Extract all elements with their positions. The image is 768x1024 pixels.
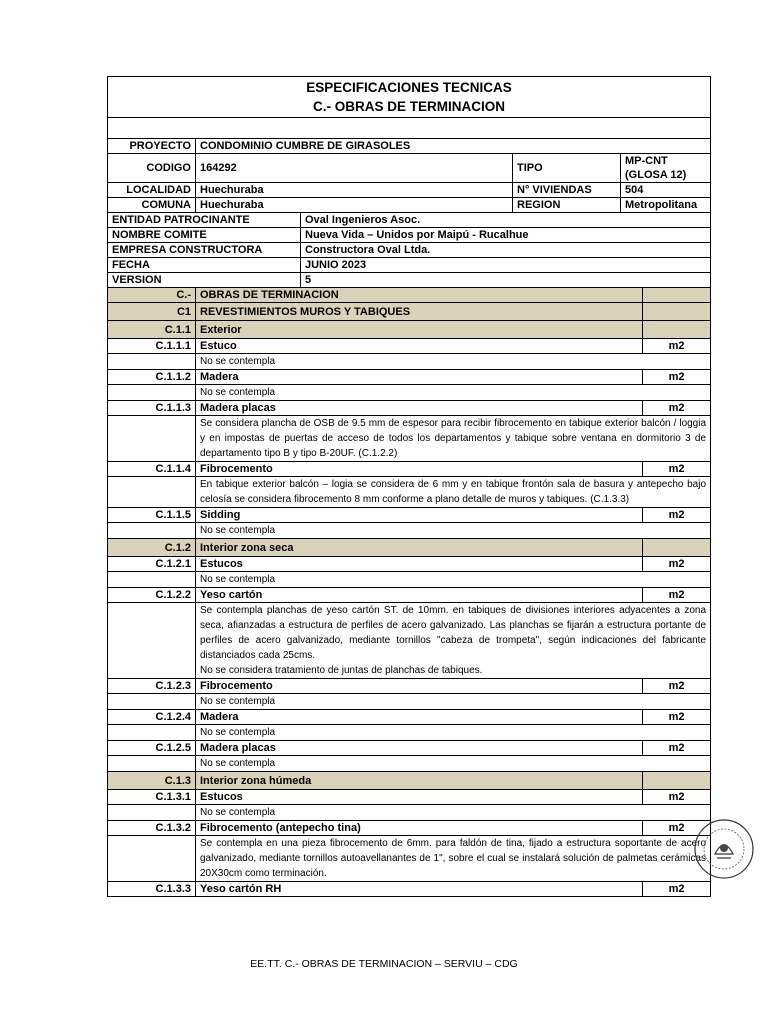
item-name: Madera placas: [196, 401, 643, 416]
unit-cell: [643, 772, 711, 790]
item-description: Se considera plancha de OSB de 9.5 mm de espesor para recibir fibrocemento en tabique exterior balcón / loggia y en impostas de puertas de acceso de todos los departamentos y tabique sobre ventana en dormitorio 3 de departamento tipo B y tipo B-20UF. (C.1.2.2): [196, 416, 711, 462]
entidad-value: Oval Ingenieros Asoc.: [301, 213, 711, 228]
entidad-label: ENTIDAD PATROCINANTE: [108, 213, 301, 228]
item-unit: m2: [643, 339, 711, 354]
doc-title: ESPECIFICACIONES TECNICAS: [108, 77, 711, 98]
proyecto-value: CONDOMINIO CUMBRE DE GIRASOLES: [196, 139, 711, 154]
item-description: No se contempla: [196, 694, 711, 710]
tipo-label: TIPO: [513, 154, 621, 183]
spacer-row: [108, 118, 711, 139]
item-code: C.1.1.4: [108, 462, 196, 477]
section-title: Exterior: [196, 321, 643, 339]
item-description: No se contempla: [196, 725, 711, 741]
section-title: Interior zona húmeda: [196, 772, 643, 790]
item-description: No se contempla: [196, 354, 711, 370]
item-name: Yeso cartón RH: [196, 882, 643, 897]
fecha-label: FECHA: [108, 258, 301, 273]
spec-table: [107, 76, 711, 897]
item-name: Estuco: [196, 339, 643, 354]
item-unit: m2: [643, 370, 711, 385]
empresa-label: EMPRESA CONSTRUCTORA: [108, 243, 301, 258]
item-unit: m2: [643, 710, 711, 725]
empresa-value: Constructora Oval Ltda.: [301, 243, 711, 258]
item-code: C.1.2.1: [108, 557, 196, 572]
comite-value: Nueva Vida – Unidos por Maipú - Rucalhue: [301, 228, 711, 243]
item-code: C.1.1.3: [108, 401, 196, 416]
section-code: C.1.3: [108, 772, 196, 790]
item-code: C.1.2.4: [108, 710, 196, 725]
item-unit: m2: [643, 462, 711, 477]
section-title: Interior zona seca: [196, 539, 643, 557]
item-description-paragraph: Se contempla planchas de yeso cartón ST. de 10mm. en tabiques de divisiones interiores adyacentes a zona seca, afianzadas a estructura de perfiles de acero galvanizado. Las planchas se fijarán a estructura portante de perfiles de acero galvanizado, mediante tornillos "cabeza de trompeta", según indicaciones del fabricante distanciados cada 25cms.: [200, 605, 707, 661]
item-unit: m2: [643, 679, 711, 694]
item-unit: m2: [643, 508, 711, 523]
item-unit: m2: [643, 882, 711, 897]
item-code: C.1.1.5: [108, 508, 196, 523]
item-description: No se contempla: [196, 385, 711, 401]
item-description: Se contempla en una pieza fibrocemento de 6mm. para faldón de tina, fijado a estructura soportante de acero galvanizado, mediante tornillos autoavellanantes de 1", sobre el cual se instalará solución de palmetas cerámicas 20X30cm como terminación.: [196, 836, 711, 882]
localidad-value: Huechuraba: [196, 183, 513, 198]
item-name: Estucos: [196, 557, 643, 572]
item-description-note: No se considera tratamiento de juntas de planchas de tabiques.: [200, 665, 483, 676]
official-stamp-icon: [693, 818, 755, 880]
viviendas-label: N° VIVIENDAS: [513, 183, 621, 198]
item-description: No se contempla: [196, 523, 711, 539]
page-footer: EE.TT. C.- OBRAS DE TERMINACION – SERVIU – CDG: [250, 958, 518, 970]
proyecto-label: PROYECTO: [108, 139, 196, 154]
item-name: Sidding: [196, 508, 643, 523]
region-value: Metropolitana: [621, 198, 711, 213]
item-unit: m2: [643, 821, 711, 836]
unit-cell: [643, 539, 711, 557]
item-description: [196, 603, 711, 679]
section-code: C.-: [108, 288, 196, 303]
item-unit: m2: [643, 557, 711, 572]
item-unit: m2: [643, 588, 711, 603]
codigo-value: 164292: [196, 154, 513, 183]
codigo-label: CODIGO: [108, 154, 196, 183]
item-name: Madera: [196, 370, 643, 385]
spec-sheet: [107, 76, 710, 897]
section-code: C.1.1: [108, 321, 196, 339]
viviendas-value: 504: [621, 183, 711, 198]
item-unit: m2: [643, 790, 711, 805]
doc-subtitle: C.- OBRAS DE TERMINACION: [108, 97, 711, 118]
item-code: C.1.3.1: [108, 790, 196, 805]
item-code: C.1.2.3: [108, 679, 196, 694]
item-code: C.1.2.2: [108, 588, 196, 603]
item-description: No se contempla: [196, 756, 711, 772]
item-name: Yeso cartón: [196, 588, 643, 603]
item-name: Estucos: [196, 790, 643, 805]
item-name: Madera: [196, 710, 643, 725]
unit-cell: [643, 288, 711, 303]
comite-label: NOMBRE COMITE: [108, 228, 301, 243]
tipo-value: MP-CNT (GLOSA 12): [621, 154, 711, 183]
unit-cell: [643, 321, 711, 339]
version-label: VERSION: [108, 273, 301, 288]
section-code: C.1.2: [108, 539, 196, 557]
item-unit: m2: [643, 741, 711, 756]
version-value: 5: [301, 273, 711, 288]
item-code: C.1.3.2: [108, 821, 196, 836]
section-code: C1: [108, 303, 196, 321]
item-description: No se contempla: [196, 572, 711, 588]
item-code: C.1.2.5: [108, 741, 196, 756]
comuna-value: Huechuraba: [196, 198, 513, 213]
unit-cell: [643, 303, 711, 321]
section-title: OBRAS DE TERMINACION: [196, 288, 643, 303]
item-code: C.1.1.1: [108, 339, 196, 354]
item-name: Fibrocemento: [196, 679, 643, 694]
item-description: En tabique exterior balcón – logia se considera de 6 mm y en tabique frontón sala de basura y antepecho bajo celosía se considera fibrocemento 8 mm conforme a plano detalle de muros y tabiques. (C.1.3.3): [196, 477, 711, 508]
fecha-value: JUNIO 2023: [301, 258, 711, 273]
item-code: C.1.3.3: [108, 882, 196, 897]
item-name: Fibrocemento: [196, 462, 643, 477]
item-code: C.1.1.2: [108, 370, 196, 385]
item-name: Fibrocemento (antepecho tina): [196, 821, 643, 836]
comuna-label: COMUNA: [108, 198, 196, 213]
item-unit: m2: [643, 401, 711, 416]
item-name: Madera placas: [196, 741, 643, 756]
localidad-label: LOCALIDAD: [108, 183, 196, 198]
item-description: No se contempla: [196, 805, 711, 821]
section-title: REVESTIMIENTOS MUROS Y TABIQUES: [196, 303, 643, 321]
region-label: REGION: [513, 198, 621, 213]
